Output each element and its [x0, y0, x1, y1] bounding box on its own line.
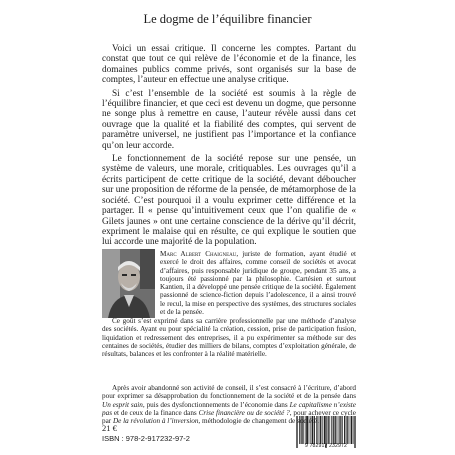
barcode-bar	[322, 416, 323, 444]
barcode-bar	[316, 416, 317, 444]
book-title-2: Le capitalisme n’existe pas	[102, 400, 356, 417]
barcode-bar	[300, 416, 301, 444]
barcode-bar	[328, 416, 329, 444]
barcode-bar	[344, 416, 345, 444]
barcode-bar	[314, 416, 315, 444]
barcode-bar	[335, 416, 336, 444]
barcode-bar	[317, 416, 318, 444]
barcode-bar	[312, 416, 313, 444]
barcode-bar	[339, 416, 340, 444]
page-title: Le dogme de l’équilibre financier	[143, 12, 312, 26]
barcode-bar	[305, 416, 306, 444]
barcode-bar	[351, 416, 352, 444]
author-bio-1: , juriste de formation, ayant étudié et exercé le droit des affaires, comme conseil de sociétés et avocat d’affaires, puis responsable juridique de groupe, pendant 35 ans, a toujours été passionné par la philosophie. Cartésien et surtout Kantien, il a développé une pensée critique de la société. Également passionné de science-fiction depuis l’adolescence, il a ainsi trouvé le recul, la mise en perspective des systèmes, des structures sociales et de la pensée.	[160, 250, 357, 317]
author-bio-paragraph-2: Ce goût s’est exprimé dans sa carrière professionnelle par une méthode d’analyse des sociétés. Ayant eu pour spécialité la création, cession, prise de participation fusion, liquidation et redressement des entreprises, il a pu expérimenter sa méthode sur des centaines de sociétés, étudier des milliers de bilans, comptes d’exploitation générale, de résultats, balances et les confronter à la réalité matérielle.	[102, 317, 356, 359]
barcode-bar	[329, 416, 330, 444]
barcode-bar	[335, 416, 336, 444]
barcode-bar	[331, 416, 332, 444]
barcode-bar	[345, 416, 346, 444]
barcode-bar	[333, 416, 334, 444]
barcode-bar	[353, 416, 354, 444]
barcode-bar	[352, 416, 353, 444]
barcode-bar	[314, 416, 315, 444]
book-title-3: Crise financière ou de société ?	[198, 408, 290, 417]
barcode-bar	[301, 416, 302, 444]
barcode-bar	[346, 416, 347, 444]
barcode-bar	[303, 416, 304, 444]
barcode-bar	[309, 416, 310, 444]
barcode-bar	[324, 416, 325, 444]
barcode-bar	[348, 416, 349, 444]
barcode-bar	[299, 416, 300, 444]
author-last-name: Chaigneau	[205, 250, 237, 258]
author-photo	[102, 249, 155, 318]
barcode-bar	[302, 416, 303, 444]
barcode-bar	[321, 416, 322, 444]
barcode-bar	[341, 416, 342, 444]
isbn-label: ISBN : 978-2-917232-97-2	[102, 434, 190, 443]
barcode-bar	[312, 416, 313, 444]
barcode-bar	[320, 416, 321, 444]
barcode-bar	[340, 416, 341, 444]
intro-paragraph-3: Le fonctionnement de la société repose sur une pensée, un système de valeurs, une morale, critiquables. Les ouvrages qu’il a écrits participent de cette critique de la société, devant déboucher sur une proposition de réforme de la pensée, de métamorphose de la société. C’est pourquoi il a voulu exprimer cette différence et la partager. Il « pense qu’intuitivement ceux que l’on qualifie de « Gilets jaunes » ont une certaine conscience de la dérive qu’il décrit, expriment le malaise qui en résulte, ce qui explique le soutien que lui accorde une majorité de la population.	[102, 154, 356, 248]
barcode-bar	[347, 416, 348, 444]
barcode-bar	[338, 416, 339, 444]
barcode-bar	[342, 416, 343, 444]
barcode-bar	[333, 416, 334, 444]
barcode-bar	[307, 416, 308, 444]
author-portrait-icon	[102, 249, 155, 318]
author-first-name: Marc Albert	[160, 250, 202, 258]
intro-paragraph-2: Si c’est l’ensemble de la société est soumis à la règle de l’équilibre financier, et que ceci est devenu un dogme, que personne ne songe plus à remettre en cause, l’auteur révèle aussi dans cet ouvrage que la qualité et la fiabilité des comptes, qui servent de paramètre universel, ne justifient pas l’importance et la confiance qu’on leur accorde.	[102, 88, 356, 151]
barcode-bar	[311, 416, 312, 444]
intro-text	[102, 44, 356, 251]
barcode-bar	[319, 416, 320, 444]
author-bio-side	[160, 250, 356, 316]
barcode-bar	[336, 416, 337, 444]
barcode-digits: 9 782917 232972	[305, 443, 347, 449]
book-title-1: Un esprit sain	[102, 400, 143, 409]
book-title-4: De la révolution à l’inversion	[112, 417, 199, 426]
intro-paragraph-1: Voici un essai critique. Il concerne les comptes. Partant du constat que tout ce qui relève de l’économie et de la finance, les domaines publics comme privés, sont organisés sur la base de comptes, l’auteur en effectue une analyse critique.	[102, 44, 356, 86]
barcode-bar	[307, 416, 308, 444]
barcode-bar	[328, 416, 329, 444]
price-label: 21 €	[102, 423, 117, 433]
barcode-bar	[350, 416, 351, 444]
barcode-bar	[324, 416, 325, 444]
barcode-bar	[306, 416, 307, 444]
author-bio-paragraph-3: Après avoir abandonné son activité de conseil, il s’est consacré à l’écriture, d’abord pour exprimer sa désapprobation du fonctionnement de la société et de la pensée dans Un esprit sain, puis des dysfonctionnements de l’économie dans Le capitalisme n’existe pas et de ceux de la finance dans Crise financière ou de société ?, pour achever ce cycle par De la révolution à l’inversion, méthodologie de changement de société.	[102, 384, 356, 426]
